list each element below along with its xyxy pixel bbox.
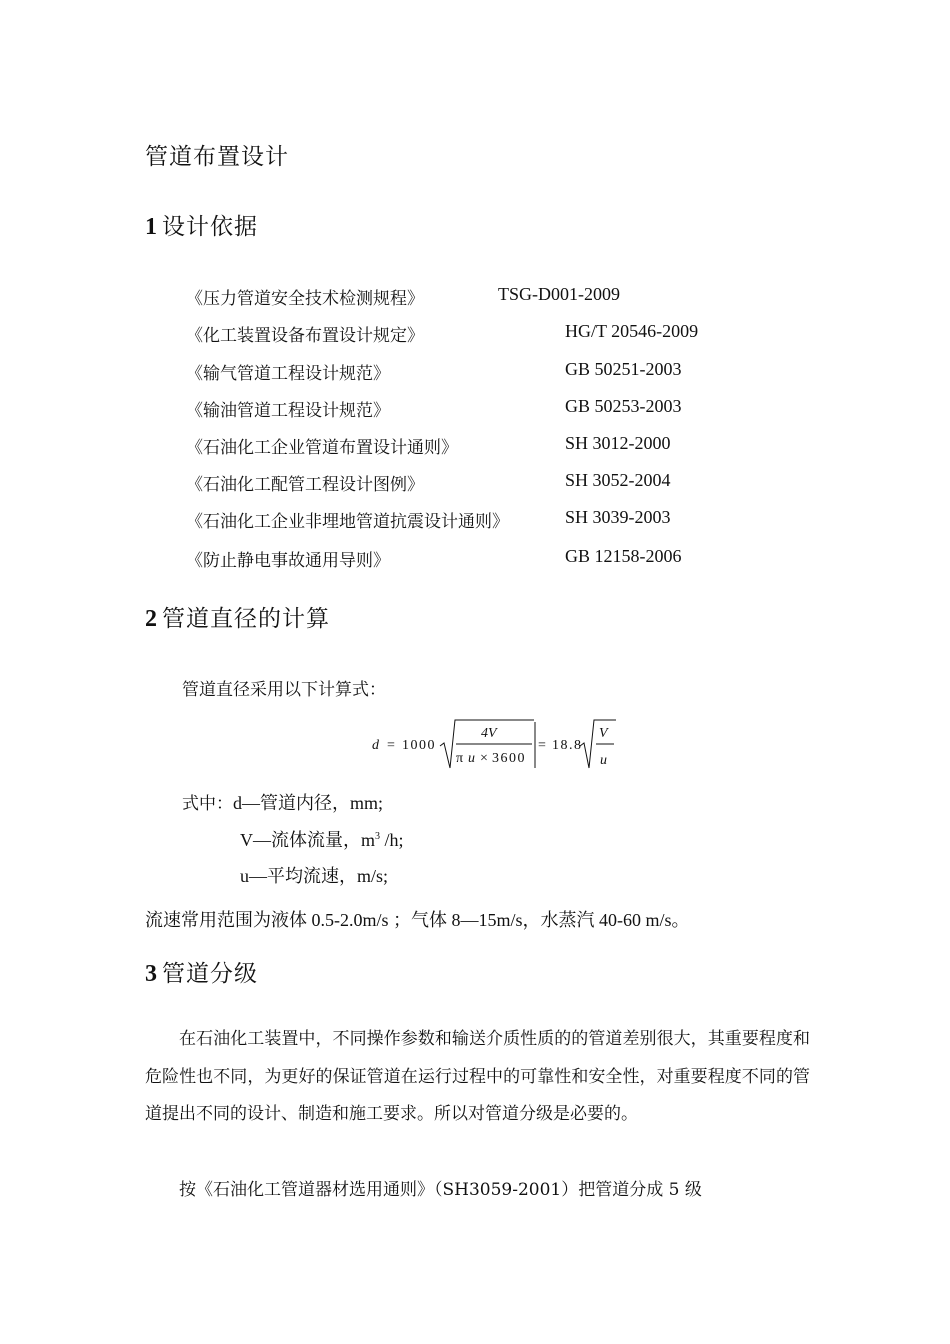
reference-name: 《压力管道安全技术检测规程》 (186, 289, 424, 309)
velocity-range: 流速常用范围为液体 0.5-2.0m/s ；气体 8—15m/s，水蒸汽 40-60 m/s。 (145, 910, 690, 930)
formula-pi: π (456, 751, 464, 766)
reference-item (186, 396, 746, 422)
reference-name: 《石油化工企业非埋地管道抗震设计通则》 (186, 512, 509, 532)
reference-name: 《防止静电事故通用导则》 (186, 551, 390, 571)
reference-item (186, 321, 746, 347)
section-3-heading (145, 955, 258, 988)
formula-numerator: 4V (481, 726, 497, 741)
formula-equals-2: = (538, 738, 546, 753)
reference-code: SH 3039-2003 (565, 507, 671, 527)
reference-name: 《石油化工企业管道布置设计通则》 (186, 438, 458, 458)
reference-name: 《石油化工配管工程设计图例》 (186, 475, 424, 495)
reference-code: SH 3052-2004 (565, 470, 671, 490)
paragraph-grading-intro (145, 1021, 810, 1134)
reference-code: GB 50253-2003 (565, 396, 682, 416)
section-number: 3 (145, 961, 158, 987)
reference-code: GB 50251-2003 (565, 359, 682, 379)
where-v (240, 826, 404, 852)
reference-name: 《输气管道工程设计规范》 (186, 364, 390, 384)
reference-name: 《化工装置设备布置设计规定》 (186, 326, 424, 346)
formula-lhs: d (372, 738, 379, 753)
reference-item (186, 359, 746, 385)
reference-code: GB 12158-2006 (565, 546, 682, 566)
page-title: 管道布置设计 (145, 144, 289, 170)
reference-item (186, 433, 746, 459)
superscript-3: 3 (375, 831, 380, 842)
section-title: 管道直径的计算 (162, 606, 330, 632)
where-d-text: d—管道内径，mm; (233, 793, 384, 813)
formula-numerator-2: V (599, 726, 608, 741)
formula-coefficient-2: 18.8 (552, 738, 583, 753)
section-title: 设计依据 (162, 214, 258, 240)
reference-item (186, 546, 746, 572)
where-v-text: V—流体流量，m (240, 830, 375, 850)
reference-code: HG/T 20546-2009 (565, 321, 699, 341)
formula-intro: 管道直径采用以下计算式： (182, 680, 386, 700)
formula-times: × (480, 751, 488, 766)
formula-constant: 3600 (492, 751, 526, 766)
reference-code: SH 3012-2000 (565, 433, 671, 453)
section-1-heading (145, 208, 258, 241)
where-label: 式中： (182, 794, 233, 814)
reference-code: TSG-D001-2009 (498, 284, 620, 304)
where-v-unit: /h; (380, 830, 404, 850)
where-u: u—平均流速，m/s; (240, 866, 389, 886)
section-number: 2 (145, 606, 158, 632)
formula-equals: = (387, 738, 395, 753)
paragraph-text: 按《石油化工管道器材选用通则》（SH3059-2001）把管道分成 5 级 (179, 1180, 702, 1200)
paragraph-grading-rule (145, 1172, 810, 1210)
formula-denominator-2: u (600, 753, 607, 768)
formula-u: u (468, 751, 475, 766)
section-title: 管道分级 (162, 961, 258, 987)
reference-item (186, 507, 746, 533)
reference-item (186, 470, 746, 496)
reference-item (186, 284, 746, 310)
reference-name: 《输油管道工程设计规范》 (186, 401, 390, 421)
section-number: 1 (145, 214, 158, 240)
pipe-diameter-formula (370, 716, 630, 776)
formula-coefficient: 1000 (402, 738, 436, 753)
paragraph-text: 在石油化工装置中，不同操作参数和输送介质性质的的管道差别很大，其重要程度和危险性也不同，为更好的保证管道在运行过程中的可靠性和安全性，对重要程度不同的管道提出不同的设计、制造和施工要求。所以对管道分级是必要的。 (145, 1029, 810, 1124)
where-d (182, 789, 383, 815)
section-2-heading (145, 600, 330, 633)
